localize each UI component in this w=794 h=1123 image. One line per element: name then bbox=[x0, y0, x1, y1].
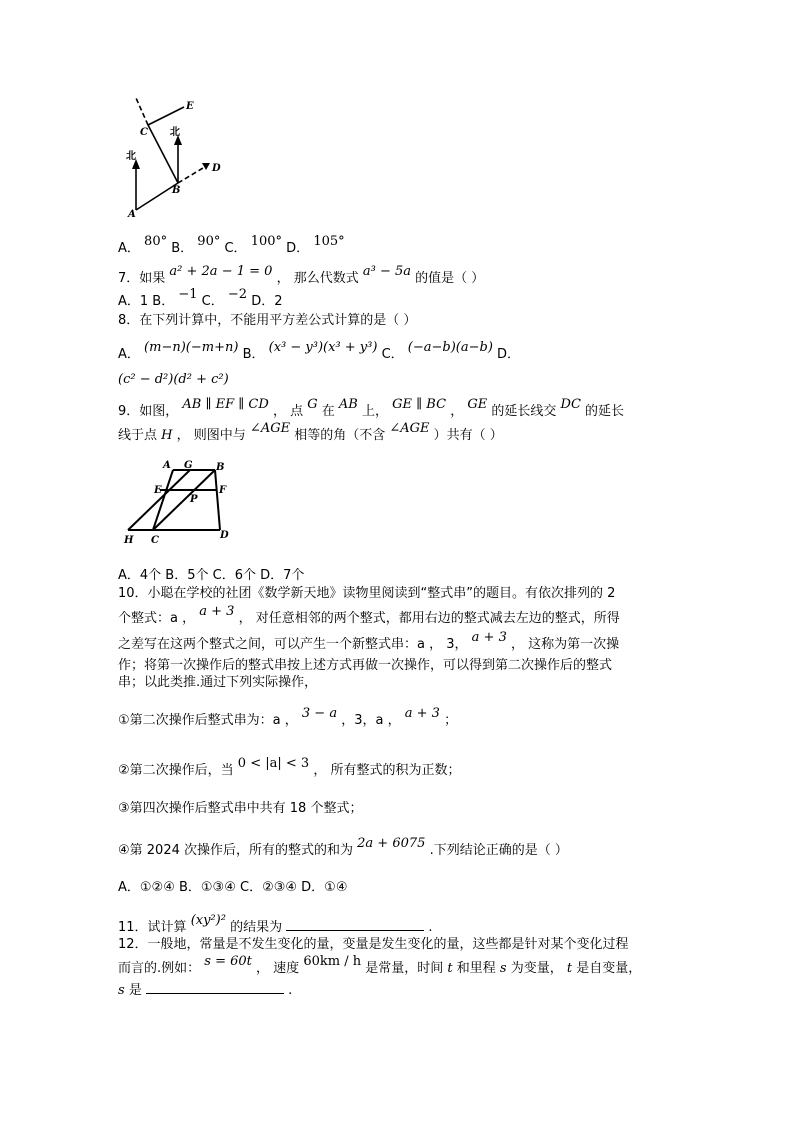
q9-text: 上， bbox=[362, 404, 389, 419]
q9-text: 的延长 bbox=[585, 404, 625, 419]
q9-math: H bbox=[161, 428, 173, 443]
q9-text: ， bbox=[450, 404, 464, 419]
option-c-expression: (−a−b)(a−b) bbox=[407, 340, 493, 355]
label-c: C bbox=[151, 535, 159, 546]
q10-statement-4 bbox=[118, 836, 568, 859]
q9-text: 9．如图， bbox=[118, 404, 179, 419]
q12-math: s bbox=[118, 983, 125, 998]
q7-text: 7．如果 bbox=[118, 271, 166, 286]
q10-line1: 10．小聪在学校的社团《数学新天地》读物里阅读到“整式串”的题目。有依次排列的 2 bbox=[118, 586, 616, 601]
q9-options: A．4个 B．5个 C．6个 D．7个 bbox=[118, 568, 305, 583]
q9-math: DC bbox=[560, 397, 581, 412]
q7-expression: a³ − 5a bbox=[362, 264, 411, 279]
q12-answer-blank[interactable] bbox=[146, 979, 284, 994]
q7-stem bbox=[118, 264, 485, 287]
option-d-value: 105° bbox=[313, 234, 345, 249]
option-b-value: 90° bbox=[197, 234, 221, 249]
q9-text: ， 点 bbox=[272, 404, 304, 419]
segment-bd bbox=[215, 470, 220, 530]
q12-text: 而言的.例如： bbox=[118, 961, 201, 976]
arrowhead-icon bbox=[202, 163, 210, 170]
q7-text: ， 那么代数式 bbox=[276, 271, 359, 286]
q11-text: 11．试计算 bbox=[118, 920, 187, 935]
q9-stem-line1 bbox=[118, 397, 625, 420]
label-c: C bbox=[140, 127, 148, 138]
q12-math: t bbox=[566, 961, 573, 976]
q10-math: 3 − a bbox=[301, 706, 338, 721]
segment-gh bbox=[128, 470, 190, 530]
label-a: A bbox=[128, 209, 136, 220]
q12-line1: 12．一般地，常量是不发生变化的量，变量是发生变化的量，这些都是针对某个变化过程 bbox=[118, 937, 629, 952]
label-f: F bbox=[219, 485, 227, 496]
option-a-label: A． bbox=[118, 347, 140, 362]
q8-options-row1 bbox=[118, 340, 521, 363]
q10-line2 bbox=[118, 604, 620, 627]
q7-option-text: A．1 B． bbox=[118, 294, 175, 309]
parallel-lines-figure bbox=[118, 460, 238, 550]
q12-text: 和里程 bbox=[456, 961, 496, 976]
option-b-value: −1 bbox=[178, 287, 198, 302]
q9-text: ， 则图中与 bbox=[176, 428, 246, 443]
q10-text: ，3，a ， bbox=[341, 713, 401, 728]
label-g: G bbox=[184, 460, 193, 471]
q9-math: G bbox=[307, 397, 318, 412]
option-a-value: 80° bbox=[144, 234, 168, 249]
q12-text: ， 速度 bbox=[256, 961, 300, 976]
label-b: B bbox=[216, 462, 225, 473]
q12-math: s bbox=[499, 961, 507, 976]
q10-options: A．①②④ B．①③④ C．②③④ D．①④ bbox=[118, 880, 348, 895]
label-d: D bbox=[212, 163, 221, 174]
q12-math: s = 60t bbox=[204, 954, 252, 969]
q9-math: ∠AGE bbox=[249, 421, 291, 436]
q8-options-row2 bbox=[118, 372, 229, 388]
q12-math: t bbox=[447, 961, 453, 976]
q10-statement-2 bbox=[118, 756, 461, 779]
q10-math: 2a + 6075 bbox=[357, 836, 426, 851]
q8-stem: 8．在下列计算中，不能用平方差公式计算的是（ ） bbox=[118, 313, 417, 328]
q9-text: ）共有（ ） bbox=[433, 428, 503, 443]
q12-text: 是 bbox=[128, 983, 142, 998]
q10-math: a + 3 bbox=[404, 706, 440, 721]
q9-text: 的延长线交 bbox=[491, 404, 557, 419]
q10-line4: 作；将第一次操作后的整式串按上述方式再做一次操作，可以得到第二次操作后的整式 bbox=[118, 658, 613, 673]
q9-math: AB bbox=[338, 397, 358, 412]
q12-line2 bbox=[118, 954, 642, 977]
q9-stem-line2 bbox=[118, 421, 503, 444]
option-c-value: 100° bbox=[250, 234, 283, 249]
q7-option-text: C． bbox=[201, 294, 224, 309]
q10-text: 之差写在这两个整式之间，可以产生一个新整式串：a ， 3， bbox=[118, 637, 468, 652]
q10-math: a + 3 bbox=[199, 604, 235, 619]
q10-text: ②第二次操作后，当 bbox=[118, 763, 234, 778]
q10-math: a + 3 bbox=[471, 630, 507, 645]
label-north-a: 北 bbox=[126, 151, 136, 162]
q10-text: 个整式：a ， bbox=[118, 611, 196, 626]
q10-line5: 串；以此类推.通过下列实际操作， bbox=[118, 675, 318, 690]
q7-equation: a² + 2a − 1 = 0 bbox=[169, 264, 273, 279]
q10-text: .下列结论正确的是（ ） bbox=[429, 843, 568, 858]
label-e: E bbox=[154, 485, 162, 496]
option-b-label: B． bbox=[171, 241, 194, 256]
q12-text: 是常量，时间 bbox=[365, 961, 444, 976]
q10-text: ④第 2024 次操作后，所有的整式的和为 bbox=[118, 843, 354, 858]
q10-statement-1 bbox=[118, 706, 458, 729]
q12-text: 为变量， bbox=[510, 961, 563, 976]
q11-text: . bbox=[428, 920, 433, 935]
label-a: A bbox=[163, 460, 171, 471]
q7-options bbox=[118, 287, 283, 310]
q9-math: GE bbox=[467, 397, 488, 412]
segment-c-up bbox=[136, 98, 148, 125]
option-a-expression: (m−n)(−m+n) bbox=[144, 340, 239, 355]
q6-options bbox=[118, 234, 345, 257]
option-d-label: D． bbox=[286, 241, 310, 256]
q11-stem bbox=[118, 913, 433, 936]
segment-ce bbox=[148, 107, 184, 125]
option-d-label: D． bbox=[497, 347, 521, 362]
option-a-label: A． bbox=[118, 241, 140, 256]
option-b-label: B． bbox=[242, 347, 265, 362]
option-d-expression: (c² − d²)(d² + c²) bbox=[118, 372, 229, 387]
q7-option-text: D．2 bbox=[251, 294, 283, 309]
q10-text: ， 这称为第一次操 bbox=[510, 637, 620, 652]
q9-text: 线于点 bbox=[118, 428, 158, 443]
q10-math: 0 < |a| < 3 bbox=[237, 756, 310, 771]
q10-text: ， 对任意相邻的两个整式，都用右边的整式减去左边的整式，所得 bbox=[238, 611, 620, 626]
q11-text: 的结果为 bbox=[230, 920, 283, 935]
q7-text: 的值是（ ） bbox=[415, 271, 485, 286]
label-north-b: 北 bbox=[170, 127, 180, 138]
q9-math: AB ∥ EF ∥ CD bbox=[182, 397, 269, 412]
q9-math: ∠AGE bbox=[389, 421, 430, 436]
direction-figure bbox=[118, 95, 228, 220]
option-c-label: C． bbox=[381, 347, 404, 362]
label-d: D bbox=[220, 530, 229, 541]
q10-text: ， 所有整式的积为正数； bbox=[313, 763, 461, 778]
option-b-expression: (x³ − y³)(x³ + y³) bbox=[268, 340, 378, 355]
option-c-value: −2 bbox=[227, 287, 248, 302]
q12-text: 是自变量， bbox=[576, 961, 642, 976]
label-b: B bbox=[172, 185, 181, 196]
q9-text: 相等的角（不含 bbox=[294, 428, 386, 443]
segment-bd bbox=[178, 165, 208, 183]
label-e: E bbox=[186, 101, 194, 112]
q12-text: . bbox=[288, 983, 293, 998]
q12-line3 bbox=[118, 979, 292, 999]
q11-math: (xy²)² bbox=[190, 913, 226, 928]
q11-answer-blank[interactable] bbox=[286, 916, 424, 931]
q9-math: GE ∥ BC bbox=[392, 397, 447, 412]
q12-math: 60km / h bbox=[303, 954, 362, 969]
option-c-label: C． bbox=[224, 241, 247, 256]
q10-line3 bbox=[118, 630, 620, 653]
label-p: P bbox=[190, 494, 198, 505]
q10-text: ①第二次操作后整式串为：a ， bbox=[118, 713, 298, 728]
label-h: H bbox=[124, 535, 134, 546]
q9-text: 在 bbox=[321, 404, 335, 419]
q10-statement-3: ③第四次操作后整式串中共有 18 个整式； bbox=[118, 801, 363, 816]
q10-text: ； bbox=[444, 713, 458, 728]
